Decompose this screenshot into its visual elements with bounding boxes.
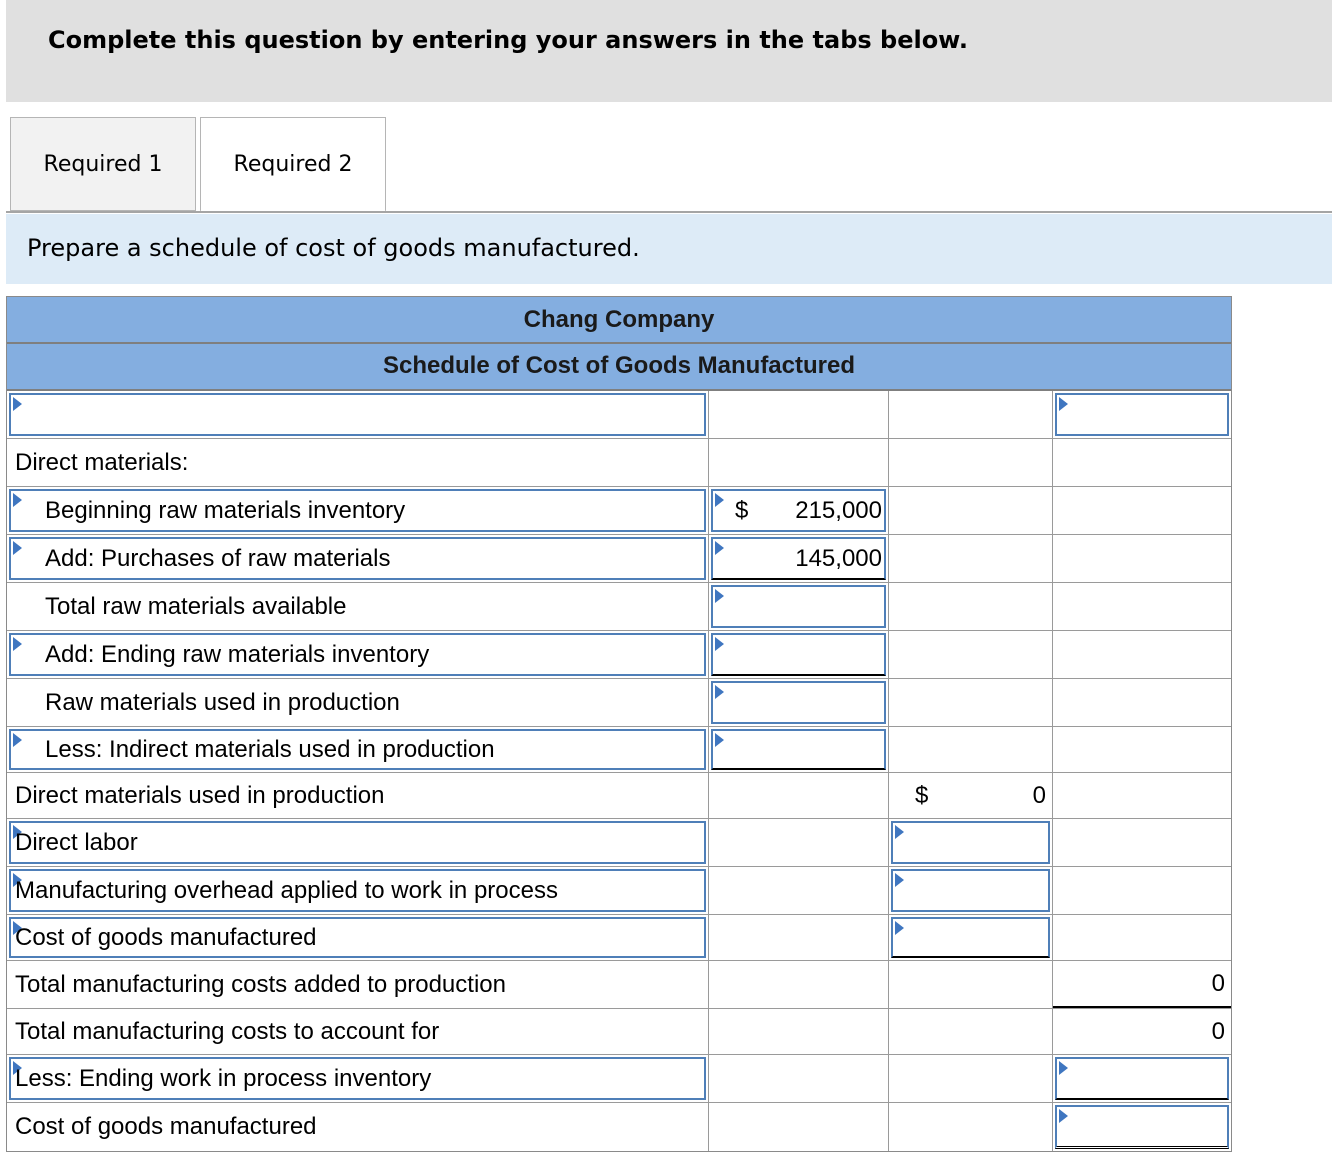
table-row (7, 487, 1231, 535)
dropdown-flag-icon (715, 493, 724, 507)
tabs-divider (6, 211, 1332, 213)
table-row (7, 583, 1231, 631)
tab-required-2[interactable] (200, 117, 386, 213)
dropdown-flag-icon (715, 637, 724, 651)
table-row (7, 679, 1231, 727)
table-row (7, 535, 1231, 583)
overhead-amount-input[interactable] (891, 869, 1050, 912)
currency-sign: $ (915, 781, 929, 809)
total-added-label: Total manufacturing costs added to production (15, 970, 506, 998)
table-row (7, 773, 1231, 819)
table-row (7, 439, 1231, 487)
dropdown-flag-icon (895, 873, 904, 887)
table-row (7, 1009, 1231, 1055)
table-row (7, 391, 1231, 439)
total-added-value: 0 (1211, 969, 1225, 997)
table-row (7, 1103, 1231, 1151)
dropdown-flag-icon (715, 541, 724, 555)
table-row (7, 961, 1231, 1009)
end-wip-amount-input[interactable] (1055, 1057, 1229, 1100)
end-wip-label: Less: Ending work in process inventory (15, 1064, 432, 1092)
dm-used-label: Direct materials used in production (15, 781, 385, 809)
dropdown-flag-icon (715, 685, 724, 699)
tab-required-2-label: Required 2 (233, 151, 353, 177)
cogm-final-amount-input[interactable] (1055, 1105, 1229, 1149)
dropdown-flag-icon (13, 493, 22, 507)
blank-label-input[interactable] (9, 393, 706, 436)
table-row (7, 1055, 1231, 1103)
table-row (7, 867, 1231, 915)
schedule-title: Schedule of Cost of Goods Manufactured (7, 344, 1231, 391)
cogm-amount-input[interactable] (891, 917, 1050, 958)
purchases-value: 145,000 (795, 544, 882, 572)
dm-used-value: 0 (1032, 781, 1046, 809)
banner-text: Complete this question by entering your answers in the tabs below. (48, 26, 968, 54)
direct-labor-amount-input[interactable] (891, 821, 1050, 864)
dropdown-flag-icon (715, 733, 724, 747)
end-raw-amount-input[interactable] (711, 633, 886, 676)
indirect-label: Less: Indirect materials used in production (45, 735, 495, 763)
instruction-panel (6, 214, 1332, 284)
dm-header-label: Direct materials: (15, 448, 189, 476)
total-raw-label: Total raw materials available (45, 592, 347, 620)
raw-used-label: Raw materials used in production (45, 688, 400, 716)
purchases-label: Add: Purchases of raw materials (45, 544, 391, 572)
table-row (7, 631, 1231, 679)
dropdown-flag-icon (895, 921, 904, 935)
total-account-label: Total manufacturing costs to account for (15, 1017, 440, 1045)
dropdown-flag-icon (1059, 397, 1068, 411)
dropdown-flag-icon (13, 733, 22, 747)
total-raw-amount-input[interactable] (711, 585, 886, 628)
instruction-text: Prepare a schedule of cost of goods manufactured. (27, 234, 640, 262)
tab-required-1-label: Required 1 (43, 151, 163, 177)
beg-raw-label: Beginning raw materials inventory (45, 496, 406, 524)
currency-sign: $ (735, 496, 749, 524)
cogm-input-label: Cost of goods manufactured (15, 923, 317, 951)
cogm-final-label: Cost of goods manufactured (15, 1113, 317, 1140)
dropdown-flag-icon (1059, 1109, 1068, 1123)
end-raw-label: Add: Ending raw materials inventory (45, 640, 430, 668)
tab-required-1[interactable] (10, 117, 196, 211)
dropdown-flag-icon (715, 589, 724, 603)
raw-used-amount-input[interactable] (711, 681, 886, 724)
table-row (7, 819, 1231, 867)
dropdown-flag-icon (1059, 1061, 1068, 1075)
overhead-label: Manufacturing overhead applied to work in process (15, 876, 558, 904)
table-row (7, 727, 1231, 773)
indirect-amount-input[interactable] (711, 729, 886, 770)
table-row (7, 915, 1231, 961)
blank-amount-input[interactable] (1055, 393, 1229, 436)
company-name: Chang Company (7, 297, 1231, 344)
direct-labor-label: Direct labor (15, 828, 138, 856)
dropdown-flag-icon (13, 637, 22, 651)
beg-raw-value: 215,000 (795, 496, 882, 524)
total-account-value: 0 (1211, 1017, 1225, 1045)
instruction-banner (6, 0, 1332, 102)
dropdown-flag-icon (13, 541, 22, 555)
dropdown-flag-icon (895, 825, 904, 839)
cogm-schedule (6, 296, 1232, 1152)
dropdown-flag-icon (13, 397, 22, 411)
